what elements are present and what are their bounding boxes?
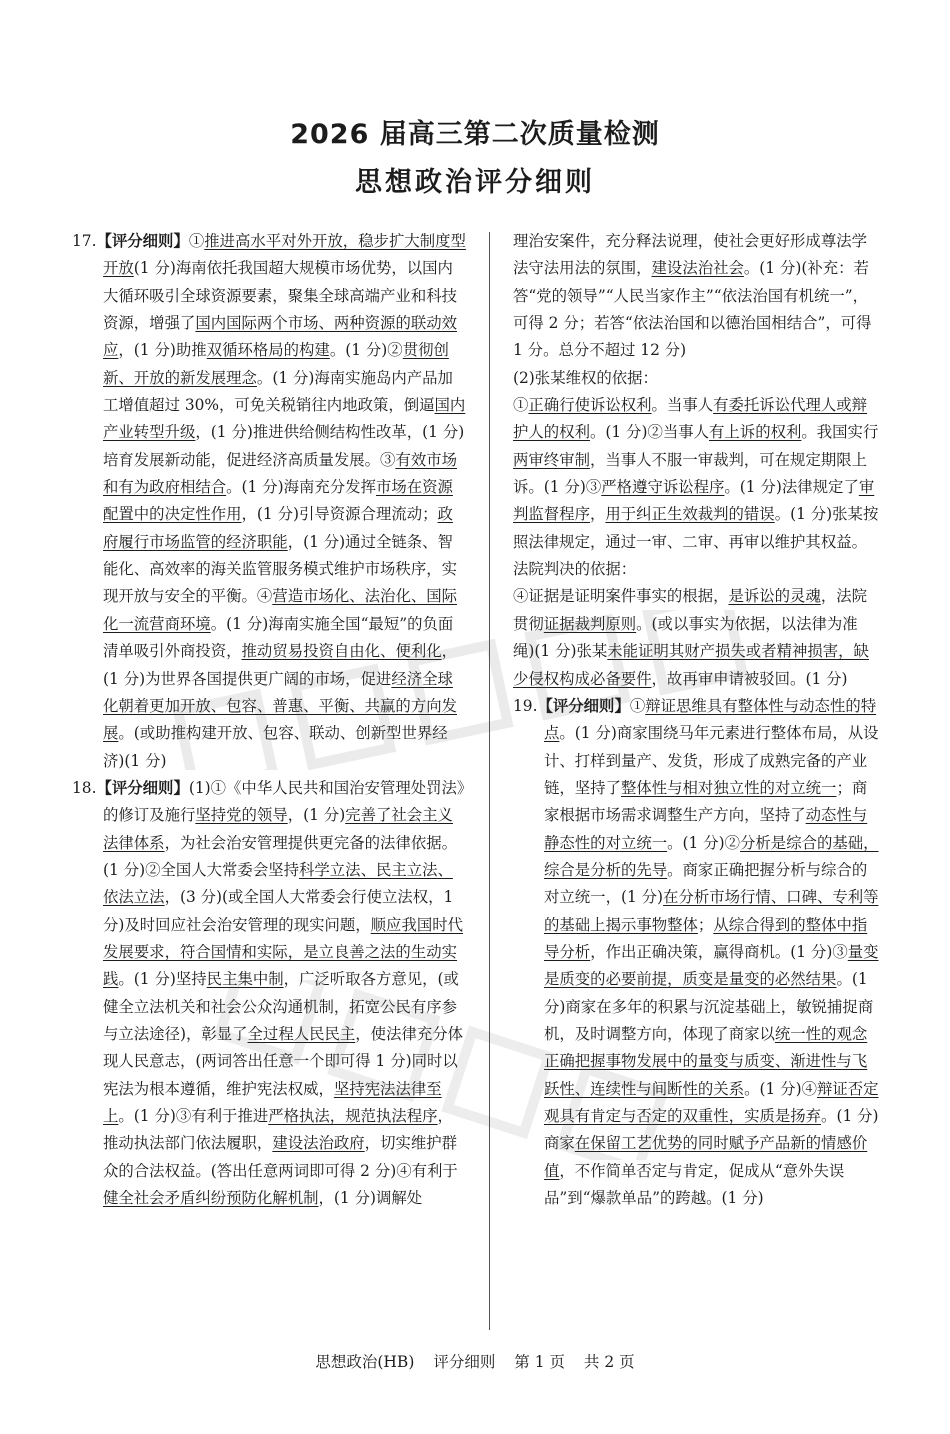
footer-page-total: 共 2 页 <box>583 1353 635 1371</box>
key-point: 科学立法、民主立法、依法立法 <box>103 860 453 907</box>
footer-page-number: 第 1 页 <box>514 1353 565 1371</box>
key-point: 有上诉的权利 <box>709 423 802 442</box>
text-run: ④证据是证明案件事实的根据， <box>513 587 729 606</box>
key-point: 健全社会矛盾纠纷预防化解机制 <box>103 1189 319 1208</box>
text-run: 。(1 分)② <box>329 341 403 360</box>
key-point: 建设法治政府 <box>272 1134 365 1153</box>
text-run: ，(1 分)通过全链条、智能化、高效率的海关监管服务模式维护市场秩序，实现开放与安全的平衡。④ <box>103 532 457 606</box>
text-run: ，(1 分)为世界各国提供更广阔的市场，促进 <box>103 642 458 688</box>
text-run: 理治安案件，充分释法说理，使社会更好形成尊法学法守法用法的氛围， <box>513 232 867 278</box>
key-point: 经济全球化朝着更加开放、包容、普惠、平衡、共赢的方向发展 <box>103 669 457 743</box>
scoring-tag: 【评分细则】 <box>537 696 630 715</box>
text-run: ，(3 分)(或全国人大常委会行使立法权，1 分)及时回应社会治安管理的现实问题， <box>103 888 454 934</box>
key-point: 推进高水平对外开放，稳步扩大制度型开放 <box>103 232 466 278</box>
question-18 <box>72 775 468 1213</box>
text-run: ，故再审申请被驳回。(1 分) <box>651 669 848 688</box>
key-point: 严格遵守诉讼程序 <box>601 478 725 497</box>
text-run: ，(1 分) <box>287 806 346 825</box>
key-point: 审判监督程序 <box>513 478 875 524</box>
key-point: 两审终审制 <box>513 450 590 469</box>
key-point: 营造市场化、法治化、国际化一流营商环境 <box>103 587 458 633</box>
left-column <box>72 228 468 1212</box>
text-run: ，不作简单否定与肯定，促成从“意外失误品”到“爆款单品”的跨越。(1 分) <box>544 1161 845 1208</box>
key-point: 国内产业转型升级 <box>103 396 466 442</box>
key-point: 整体性与相对独立性的对立统一 <box>620 778 837 797</box>
question-number: 18. <box>72 778 97 797</box>
key-point: 正确行使诉讼权利 <box>528 396 652 415</box>
key-point: 有效市场和有为政府相结合 <box>103 450 458 497</box>
key-point: 政府履行市场监管的经济职能 <box>103 505 453 551</box>
key-point: 分析是综合的基础，综合是分析的先导 <box>544 833 879 879</box>
key-point: 动态性与静态性的对立统一 <box>544 806 868 852</box>
right-column <box>513 228 879 1212</box>
page-subtitle: 思想政治评分细则 <box>355 167 595 198</box>
question-17 <box>72 228 468 775</box>
key-point: 坚持宪法法律至上 <box>103 1079 442 1125</box>
text-run: ① <box>188 232 205 250</box>
text-run: 。(1 分)② <box>667 833 741 852</box>
question-18-continued <box>513 228 879 365</box>
part-3-body <box>513 583 879 692</box>
text-run: (1 分)海南依托我国超大规模市场优势，以国内大循环吸引全球资源要素，聚集全球高端产业和科技资源，增强了 <box>103 259 457 333</box>
text-run: ，(1 分)推进供给侧结构性改革，(1 分)培育发展新动能，促进经济高质量发展。③ <box>103 423 465 469</box>
key-point: 在保留工艺优势的同时赋予产品新的情感价值 <box>544 1134 868 1180</box>
key-point: 全过程人民民主 <box>247 1024 356 1043</box>
text-run: ，使法律充分体现人民意志，(两词答出任意一个即可得 1 分)同时以宪法为根本遵循，维护宪法权威， <box>103 1024 464 1098</box>
key-point: 顺应我国时代发展要求，符合国情和实际，是立良善之法的生动实践 <box>103 915 464 989</box>
text-run: 。(1 分)④ <box>744 1079 817 1098</box>
text-run: 。(1 分)张某按照法律规定，通过一审、二审、再审以维护其权益。 <box>513 505 879 551</box>
question-19 <box>513 693 879 1213</box>
text-run: 。当事人 <box>651 396 714 415</box>
key-point: 贯彻创新、开放的新发展理念 <box>103 341 449 387</box>
text-run: 。(1 分)商家在多年的积累与沉淀基础上，敏锐捕捉商机，及时调整方向，体现了商家以 <box>544 970 874 1043</box>
text-run: ，(1 分)引导资源合理流动； <box>241 505 438 524</box>
text-run: ，作出正确决策，赢得商机。(1 分)③ <box>590 942 848 961</box>
page-title: 2026 届高三第二次质量检测 <box>290 119 660 150</box>
key-point: 辩证否定观具有肯定与否定的双重性，实质是扬弃 <box>544 1079 879 1125</box>
key-point: 从综合得到的整体中指导分析 <box>544 915 868 961</box>
scoring-tag: 【评分细则】 <box>96 232 189 250</box>
text-run: 。(1 分)(补充：若答“党的领导”“人民当家作主”“依法治国有机统一”，可得 2 分；若答“依法治国和以德治国相结合”，可得 1 分。总分不超过 12 分) <box>513 259 872 360</box>
text-run: ，(1 分)助推 <box>118 341 207 360</box>
question-number: 17. <box>72 232 97 250</box>
text-run: 。(1 分)③有利于推进 <box>118 1107 269 1125</box>
key-point: 辩证思维具有整体性与动态性的特点 <box>544 696 877 743</box>
text-run: ； <box>697 915 714 934</box>
text-run: (1)①《中华人民共和国治安管理处罚法》的修订及施行 <box>103 778 465 825</box>
key-point: 推动贸易投资自由化、便利化 <box>241 642 442 661</box>
footer-subject: 思想政治(HB) <box>315 1353 415 1371</box>
text-run: ① <box>629 696 646 715</box>
column-divider <box>489 232 490 1330</box>
key-point: 双循环格局的构建 <box>206 341 330 360</box>
text-run: ① <box>513 396 529 415</box>
text-run: 。(1 分)坚持 <box>118 970 207 989</box>
text-run: ，推动执法部门依法履职， <box>103 1107 453 1153</box>
text-run: ，当事人不服一审裁判，可在规定期限上诉。(1 分)③ <box>513 450 868 497</box>
text-run: 。商家正确把握分析与综合的对立统一，(1 分) <box>544 860 868 907</box>
text-run: ，广泛听取各方意见，(或健全立法机关和社会公众沟通机制，拓宽公民有序参与立法途径)，彰显了 <box>103 970 459 1043</box>
text-run: 。(1 分)法律规定了 <box>724 478 859 497</box>
key-point: 量变是质变的必要前提，质变是量变的必然结果 <box>544 942 879 989</box>
key-point: 市场在资源配置中的决定性作用 <box>103 478 453 524</box>
text-run: 。(1 分)海南实施岛内产品加工增值超过 30%，可免关税销往内地政策，倒逼 <box>103 368 453 415</box>
text-run: ，为社会治安管理提供更完备的法律依据。(1 分)②全国人大常委会坚持 <box>103 833 458 879</box>
part-2-heading: (2)张某维权的依据： <box>513 368 658 387</box>
key-point: 建设法治社会 <box>651 259 744 278</box>
text-run: 。(或助推构建开放、包容、联动、创新型世界经济)(1 分) <box>103 724 448 770</box>
key-point: 在分析市场行情、口碑、专利等的基础上揭示事物整体 <box>544 888 879 934</box>
text-run: ；商家根据市场需求调整生产方向，坚持了 <box>544 778 868 825</box>
key-point: 用于纠正生效裁判的错误 <box>605 505 775 524</box>
text-run: 。(1 分)商家 <box>544 1107 879 1153</box>
text-run: 。(或以事实为依据，以法律为准绳)(1 分)张某 <box>513 614 858 661</box>
key-point: 未能证明其财产损失或者精神损害，缺少侵权构成必备要件 <box>513 642 869 688</box>
key-point: 民主集中制 <box>206 970 284 989</box>
text-run: 。(1 分)②当事人 <box>589 423 710 442</box>
footer-doc-type: 评分细则 <box>433 1353 496 1371</box>
text-run: ， <box>589 505 606 524</box>
part-3-heading: 法院判决的依据： <box>513 560 637 579</box>
part-2-body <box>513 392 879 556</box>
key-point: 统一性的观念正确把握事物发展中的量变与质变、渐进性与飞跃性、连续性与间断性的关系 <box>544 1024 868 1098</box>
text-run: 。我国实行 <box>801 423 879 442</box>
scoring-tag: 【评分细则】 <box>96 778 189 797</box>
key-point: 严格执法，规范执法程序 <box>268 1107 438 1125</box>
text-run: 。(1 分)海南实施全国“最短”的负面清单吸引外商投资， <box>103 614 454 661</box>
text-run: 。(1 分)商家围绕马年元素进行整体布局，从设计、打样到量产、发货，形成了成熟完备的产业链，坚持了 <box>544 724 879 797</box>
key-point: 有委托诉讼代理人或辩护人的权利 <box>513 396 868 442</box>
key-point: 国内国际两个市场、两种资源的联动效应 <box>103 314 458 360</box>
text-run: ，切实维护群众的合法权益。(答出任意两词即可得 2 分)④有利于 <box>103 1134 458 1180</box>
key-point: 证据裁判原则 <box>543 614 637 633</box>
key-point: 是诉讼的灵魂 <box>728 587 821 606</box>
text-run: ，(1 分)调解处 <box>318 1189 423 1208</box>
key-point: 完善了社会主义法律体系 <box>103 806 453 852</box>
question-number: 19. <box>513 696 538 715</box>
page-footer <box>0 1350 950 1372</box>
key-point: 坚持党的领导 <box>195 806 288 825</box>
text-run: 。(1 分)海南充分发挥 <box>226 478 376 497</box>
text-run: ，法院贯彻 <box>513 587 868 633</box>
